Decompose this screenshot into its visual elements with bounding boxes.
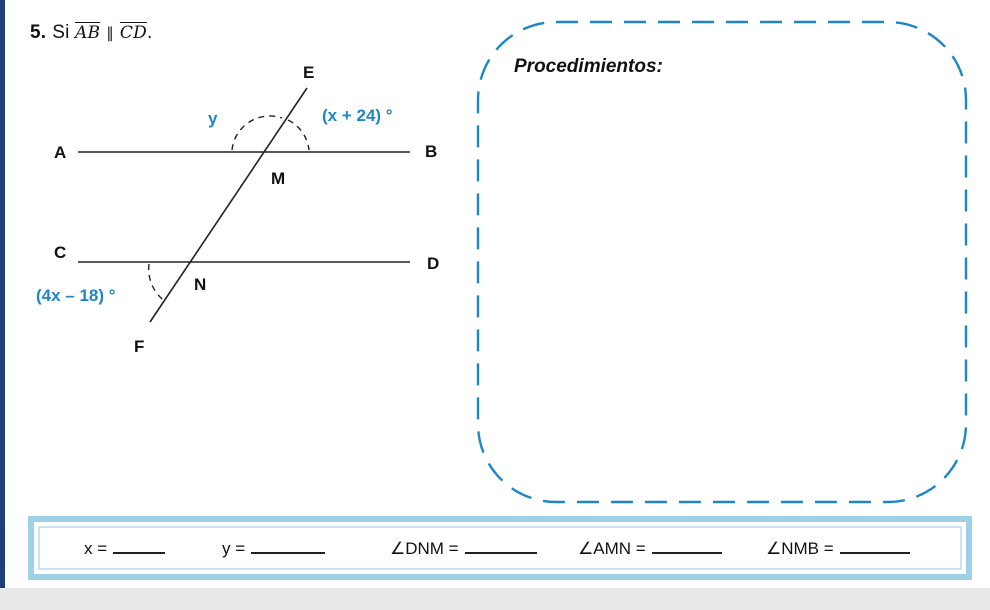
- answer-nmb-blank[interactable]: [840, 538, 910, 554]
- answer-amn-label: ∠AMN =: [578, 539, 646, 558]
- angle-arc-y: [232, 116, 282, 150]
- angle-arc-x-plus-24: [288, 120, 309, 150]
- angle-label-x-plus-24: (x + 24) °: [322, 106, 393, 125]
- transversal-ef: [150, 88, 307, 322]
- answer-amn-blank[interactable]: [652, 538, 722, 554]
- answer-dnm-label: ∠DNM =: [390, 539, 459, 558]
- segment-cd: $\overline{CD}$: [119, 23, 147, 43]
- angle-label-y: y: [208, 109, 218, 128]
- problem-end: .: [146, 22, 153, 43]
- point-label-c: C: [54, 243, 67, 262]
- segment-ab: $\overline{AB}$: [75, 23, 101, 43]
- answer-x-blank[interactable]: [113, 538, 165, 554]
- procedures-title: Procedimientos:: [514, 56, 663, 77]
- answer-y-label: y =: [222, 539, 246, 558]
- point-label-n: N: [194, 275, 207, 294]
- problem-intro: Si: [52, 22, 70, 43]
- answer-x: [84, 538, 165, 559]
- answer-nmb-label: ∠NMB =: [766, 539, 834, 558]
- point-label-a: A: [54, 143, 67, 162]
- answer-y: [222, 538, 325, 559]
- angle-arc-4x-minus-18: [149, 264, 166, 302]
- answer-nmb: [766, 538, 910, 559]
- answer-amn: [578, 538, 722, 559]
- answer-x-label: x =: [84, 539, 108, 558]
- point-label-e: E: [303, 63, 315, 82]
- parallel-symbol: ∥: [106, 25, 114, 42]
- problem-number: 5.: [30, 22, 47, 43]
- answer-y-blank[interactable]: [251, 538, 325, 554]
- angle-label-4x-minus-18: (4x – 18) °: [36, 286, 116, 305]
- answer-dnm: [390, 538, 537, 559]
- point-label-b: B: [425, 142, 438, 161]
- point-label-f: F: [134, 337, 145, 356]
- point-label-d: D: [427, 254, 440, 273]
- answer-dnm-blank[interactable]: [465, 538, 537, 554]
- point-label-m: M: [271, 169, 286, 188]
- procedures-box: [474, 18, 970, 506]
